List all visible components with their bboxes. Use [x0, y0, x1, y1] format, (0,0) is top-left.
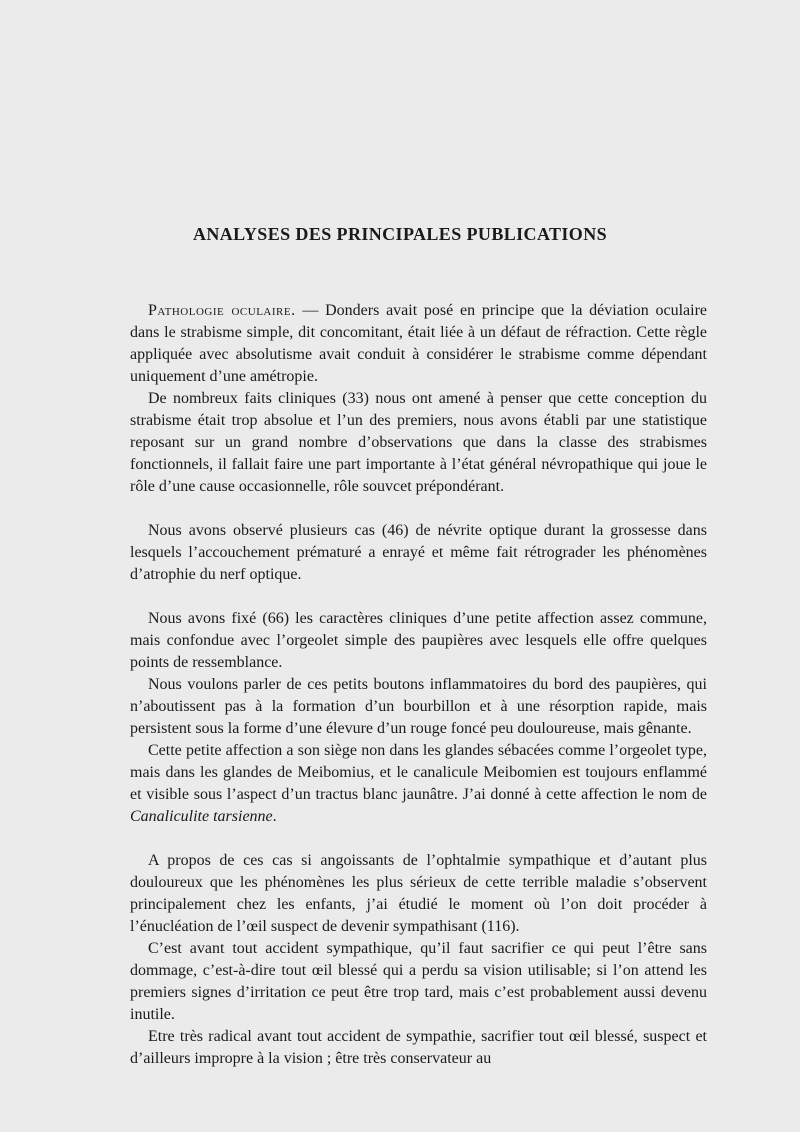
paragraph [130, 850, 707, 938]
paragraph-text: Cette petite affection a son siège non dans les glandes sébacées comme l’orgeolet type, mais dans les glandes de Meibomius, et le canalicule Meibomien est toujours enflammé et visible sous l’aspect d’un tractus blanc jaunâtre. J’ai donné à cette affection le nom de [130, 742, 707, 803]
paragraph-text: Etre très radical avant tout accident de sympathie, sacrifier tout œil blessé, suspect et d’ailleurs impropre à la vision ; être très conservateur au [130, 1028, 707, 1067]
paragraph [130, 520, 707, 586]
section-divider [130, 586, 707, 608]
paragraph [130, 938, 707, 1026]
paragraph-text: Nous avons fixé (66) les caractères cliniques d’une petite affection assez commune, mais confondue avec l’orgeolet simple des paupières avec lesquels elle offre quelques points de ressemblance. [130, 610, 707, 671]
paragraph [130, 388, 707, 498]
section-canaliculite [130, 608, 707, 828]
section-divider [130, 828, 707, 850]
section-lead: Pathologie oculaire. [148, 302, 296, 319]
section-strabisme [130, 300, 707, 498]
paragraph-text: C’est avant tout accident sympathique, qu’il faut sacrifier ce qui peut l’être sans dommage, c’est-à-dire tout œil blessé qui a perdu sa vision utilisable; si l’on attend les premiers signes d’irritation ce peut être trop tard, mais c’est probablement aussi devenu inutile. [130, 940, 707, 1023]
page-title: ANALYSES DES PRINCIPALES PUBLICATIONS [192, 224, 608, 244]
paragraph-text: — Donders avait posé en principe que la déviation oculaire dans le strabisme simple, dit concomitant, était liée à un défaut de réfraction. Cette règle appliquée avec absolutisme avait conduit à considérer le strabisme comme dépendant uniquement d’une amétropie. [130, 302, 708, 385]
paragraph [130, 300, 707, 388]
paragraph-text: A propos de ces cas si angoissants de l’ophtalmie sympathique et d’autant plus douloureux que les phénomènes les plus sérieux de cette terrible maladie s’observent principalement chez les enfants, j’ai étudié le moment où l’on doit procéder à l’énucléation de l’œil suspect de devenir sympathisant (116). [130, 852, 707, 935]
paragraph-text: Nous voulons parler de ces petits boutons inflammatoires du bord des paupières, qui n’aboutissent pas à la formation d’un bourbillon et à une résorption rapide, mais persistent sous la forme d’une élevure d’un rouge foncé peu douloureuse, mais gênante. [130, 676, 707, 737]
emphasized-term: Canaliculite tarsienne [130, 808, 273, 825]
section-nevrite [130, 520, 707, 586]
document-body [130, 300, 707, 1070]
paragraph [130, 608, 707, 674]
section-divider [130, 498, 707, 520]
paragraph-text: De nombreux faits cliniques (33) nous ont amené à penser que cette conception du strabisme était trop absolue et l’un des premiers, nous avons établi par une statistique reposant sur un grand nombre d’observations que dans la classe des strabismes fonctionnels, il fallait faire une part importante à l’état général névropathique qui joue le rôle d’une cause occasionnelle, rôle souvcet prépondérant. [130, 390, 707, 495]
paragraph-tail: . [272, 808, 277, 825]
paragraph [130, 674, 707, 740]
paragraph [130, 740, 707, 828]
section-ophtalmie [130, 850, 707, 1070]
paragraph [130, 1026, 707, 1070]
paragraph-text: Nous avons observé plusieurs cas (46) de névrite optique durant la grossesse dans lesquels l’accouchement prématuré a enrayé et même fait rétrograder les phénomènes d’atrophie du nerf optique. [130, 522, 707, 583]
